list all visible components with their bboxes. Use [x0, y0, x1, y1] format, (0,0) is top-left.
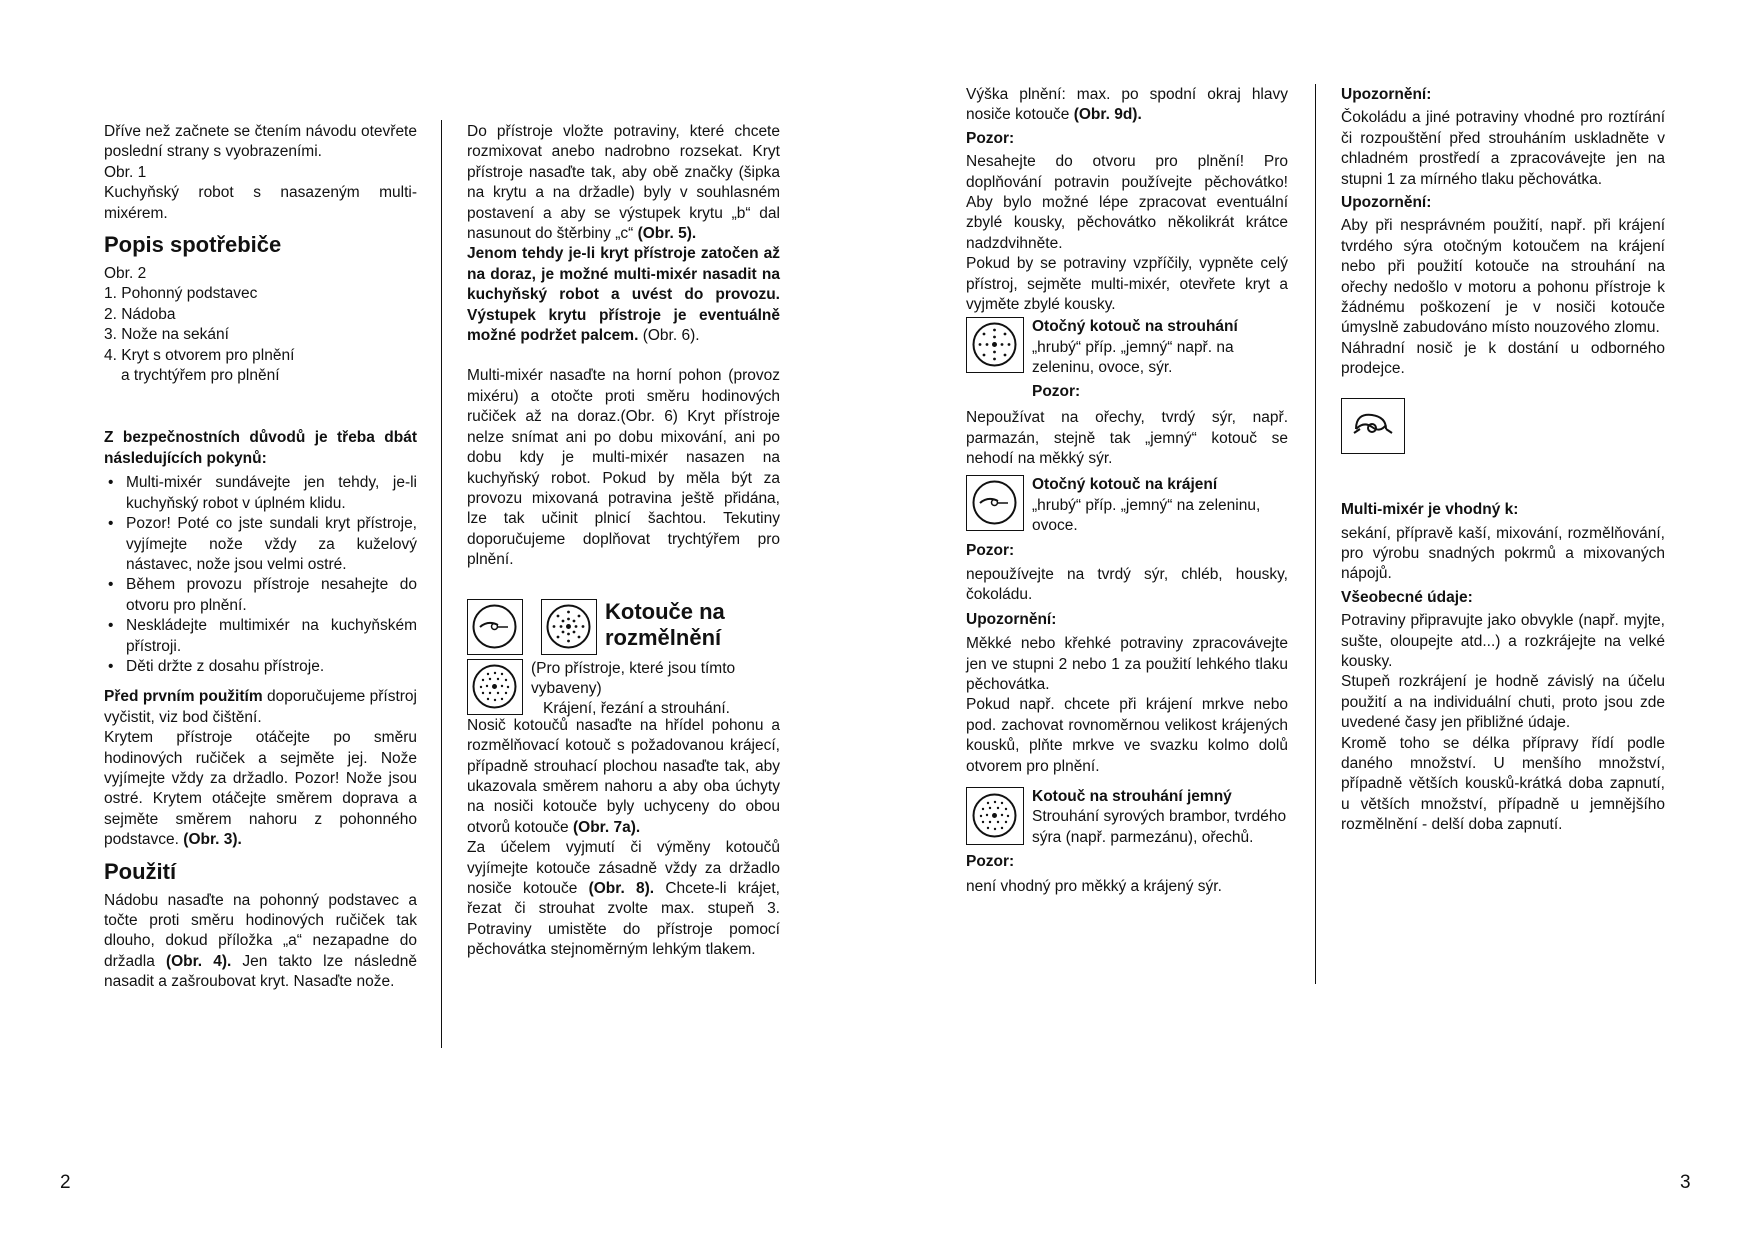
heading-popis: Popis spotřebiče: [104, 232, 282, 258]
paragraph: nepoužívejte na tvrdý sýr, chléb, housky, čokoládu.: [966, 565, 1288, 604]
list-item: • Pozor! Poté co jste sundali kryt přístroje, vyjímejte nože vždy za kuželový nástavec, nože jsou velmi ostré.: [104, 514, 417, 575]
column-3: [966, 85, 1288, 897]
intro-text: Dříve než začnete se čtením návodu otevřete poslední strany s vyobrazeními.: [104, 123, 417, 161]
figure-caption: Kuchyňský robot s nasazeným multi-mixérem.: [104, 184, 417, 222]
kotouce-header: [467, 599, 780, 655]
page-number-right: 3: [1680, 1172, 1691, 1193]
paragraph: Aby při nesprávném použití, např. při krájení tvrdého sýra otočným kotoučem na krájení nebo při použití kotouče na strouhání na ořechy nedošlo v motoru a pohonu přístroje k žádnému poškození je v nosiči kotouče úmyslně zabudováno místo nouzového zlomu.: [1341, 217, 1665, 337]
paragraph: není vhodný pro měkký a krájený sýr.: [966, 877, 1222, 895]
list-item: • Děti držte z dosahu přístroje.: [104, 657, 417, 677]
paragraph: Potraviny připravujte jako obvykle (např. myjte, sušte, oloupejte atd...) a rozkrájejte na velké kousky.: [1341, 612, 1665, 670]
fine-grating-disc-icon: [467, 659, 523, 715]
page-number-left: 2: [60, 1172, 71, 1193]
paragraph: Nosič kotoučů nasaďte na hřídel pohonu a rozmělňovací kotouč s požadovanou krájecí, případně strouhací plochou nasaďte tak, aby ukazovala směrem nahoru a aby oba úchyty na nosiči kotouče byly uchyceny do obou otvorů kotouče (Obr. 7a).: [467, 716, 780, 836]
first-use-text: Před prvním použitím doporučujeme přístroj vyčistit, viz bod čištění.: [104, 688, 417, 726]
multimixer-blade-icon: [1341, 398, 1405, 454]
upozorneni-label: Upozornění:: [966, 610, 1057, 628]
safety-heading: Z bezpečnostních důvodů je třeba dbát následujících pokynů:: [104, 429, 417, 467]
cover-text: Krytem přístroje otáčejte po směru hodinových ručiček a sejměte jej. Nože vyjímejte vždy za držadlo. Pozor! Nože jsou ostré. Krytem otáčejte směrem doprava a sejměte směrem nahoru z pohonného podstavce. (Obr. 3).: [104, 729, 417, 849]
paragraph: Náhradní nosič je k dostání u odborného prodejce.: [1341, 339, 1665, 378]
paragraph: sekání, přípravě kaší, mixování, rozmělňování, pro výrobu snadných pokrmů a mixovaných nápojů.: [1341, 524, 1665, 583]
use-text: Nádobu nasaďte na pohonný podstavec a točte proti směru hodinových ručiček tak dlouho, dokud příložka „a“ nezapadne do držadla (Obr. 4). Jen takto lze následně nasadit a zašroubovat kryt. Nasaďte nože.: [104, 891, 417, 991]
column-2: [467, 122, 780, 961]
safety-list: [104, 473, 417, 677]
figure-ref: Obr. 2: [104, 265, 147, 283]
list-item: 4. Kryt s otvorem pro plnění: [104, 346, 295, 364]
upozorneni-label: Upozornění:: [1341, 86, 1432, 103]
disc-title: Otočný kotouč na strouhání: [1032, 318, 1238, 336]
grating-disc-icon: [541, 599, 597, 655]
paragraph: Stupeň rozkrájení je hodně závislý na účelu použití a na individuální chuti, proto jsou zde uvedené časy jen přibližné údaje.: [1341, 673, 1665, 732]
disc-title: Otočný kotouč na krájení: [1032, 476, 1218, 494]
disc-title: Kotouč na strouhání jemný: [1032, 788, 1232, 805]
paragraph: Čokoládu a jiné potraviny vhodné pro roztírání či rozpouštění před strouháním uskladněte v chladném prostředí a zpracovávejte jen na stupni 1 za mírného tlaku pěchovátka.: [1341, 109, 1665, 188]
pozor-label: Pozor:: [1032, 382, 1081, 400]
list-item: 3. Nože na sekání: [104, 326, 229, 344]
multimixer-icon-wrap: [1341, 398, 1665, 460]
paragraph: Kromě toho se délka přípravy řídí podle daného množství. U menšího množství, případně větších kousků-krátká doba zapnutí, u větších množství, případně u jemnějšího rozmělnění - delší doba zapnutí.: [1341, 734, 1665, 834]
paragraph: Nesahejte do otvoru pro plnění! Pro doplňování potravin používejte pěchovátko! Aby bylo možné lépe zpracovat eventuální zbylé kousky, pěchovátko několikrát krátce nadzdvihněte.: [966, 153, 1288, 252]
disc-fine-row: [966, 787, 1288, 848]
paragraph: Jenom tehdy je-li kryt přístroje zatočen až na doraz, je možné multi-mixér nasadit na kuchyňský robot a uvést do provozu. Výstupek krytu přístroje je eventuálně možné podržet palcem. (Obr. 6).: [467, 245, 780, 345]
pozor-label: Pozor:: [966, 541, 1015, 559]
list-item: 1. Pohonný podstavec: [104, 285, 258, 303]
paragraph: Za účelem vyjmutí či výměny kotoučů vyjímejte kotouče zásadně vždy za držadlo nosiče kotouče (Obr. 8). Chcete-li krájet, řezat či strouhat zvolte max. stupeň 3. Potraviny umistěte do přístroje pomocí pěchovátka stejnoměrným lehkým tlakem.: [467, 839, 780, 959]
column-1: [104, 122, 417, 993]
paragraph: Pokud např. chcete při krájení mrkve nebo pod. zachovat rovnoměrnou velikost krájených kousků, plňte mrkve ve svazku kolmo dolů otvorem pro plnění.: [966, 696, 1288, 775]
disc-text: Strouhání syrových brambor, tvrdého sýra (např. parmezánu), ořechů.: [1032, 808, 1287, 846]
column-4: [1341, 85, 1665, 836]
column-divider: [441, 120, 442, 1048]
multimixer-heading: Multi-mixér je vhodný k:: [1341, 501, 1519, 519]
kotouce-title: Kotouče na rozmělnění: [605, 598, 725, 650]
list-item: • Multi-mixér sundávejte jen tehdy, je-li kuchyňský robot v úplném klidu.: [104, 473, 417, 514]
figure-ref: Obr. 1: [104, 163, 147, 181]
upozorneni-label: Upozornění:: [1341, 194, 1432, 212]
paragraph: Nepoužívat na ořechy, tvrdý sýr, např. parmazán, stejně tak „jemný“ kotouč se nehodí na měkký sýr.: [966, 409, 1288, 467]
kotouce-sub: Krájení, řezání a strouhání.: [543, 700, 730, 718]
pozor-label: Pozor:: [966, 129, 1015, 147]
paragraph: Měkké nebo křehké potraviny zpracovávejte jen ve stupni 2 nebo 1 za použití lehkého tlaku pěchovátka.: [966, 635, 1288, 693]
list-item: • Neskládejte multimixér na kuchyňském přístroji.: [104, 616, 417, 657]
list-item: a trychtýřem pro plnění: [121, 367, 280, 385]
vseobecne-heading: Všeobecné údaje:: [1341, 588, 1473, 606]
disc-grating-row: [966, 317, 1288, 402]
paragraph: Výška plnění: max. po spodní okraj hlavy nosiče kotouče (Obr. 9d).: [966, 86, 1288, 124]
kotouce-note-row: [467, 659, 780, 720]
paragraph: Pokud by se potraviny vzpříčily, vypněte celý přístroj, sejměte multi-mixér, otevřete kryt a vyjměte zbylé kousky.: [966, 255, 1288, 314]
list-item: 2. Nádoba: [104, 305, 176, 323]
kotouce-note: (Pro přístroje, které jsou tímto vybaveny): [531, 659, 736, 697]
list-item: • Během provozu přístroje nesahejte do otvoru pro plnění.: [104, 575, 417, 616]
parts-list: [104, 284, 417, 386]
disc-text: „hrubý“ příp. „jemný“ na zeleninu, ovoce.: [1032, 496, 1261, 535]
slicing-disc-icon: [467, 599, 523, 655]
paragraph: Multi-mixér nasaďte na horní pohon (provoz mixéru) a otočte proti směru hodinových ručiček až na doraz.(Obr. 6) Kryt přístroje nelze snímat ani po dobu mixování, ani po dobu kdy je multi-mixér nasazen na kuchyňský robot. Pokud by měla být za provozu mixovaná potravina ještě přidána, lze tak učinit plnicí šachtou. Tekutiny doporučujeme doplňovat trychtýřem pro plnění.: [467, 367, 780, 569]
column-divider: [1315, 84, 1316, 984]
heading-pouziti: Použití: [104, 858, 177, 884]
disc-slicing-row: [966, 475, 1288, 536]
slicing-disc-icon: [966, 475, 1024, 531]
fine-grating-disc-icon: [966, 787, 1024, 845]
disc-text: „hrubý“ příp. „jemný“ např. na zeleninu, ovoce, sýr.: [1032, 338, 1234, 377]
paragraph: Do přístroje vložte potraviny, které chcete rozmixovat anebo nadrobno rozsekat. Kryt přístroje nasaďte tak, aby obě značky (šipka na krytu a na držadle) byly v souhlasném postavení a aby se výstupek krytu „b“ dal nasunout do štěrbiny „c“ (Obr. 5).: [467, 123, 780, 243]
grating-disc-icon: [966, 317, 1024, 373]
pozor-label: Pozor:: [966, 853, 1015, 871]
